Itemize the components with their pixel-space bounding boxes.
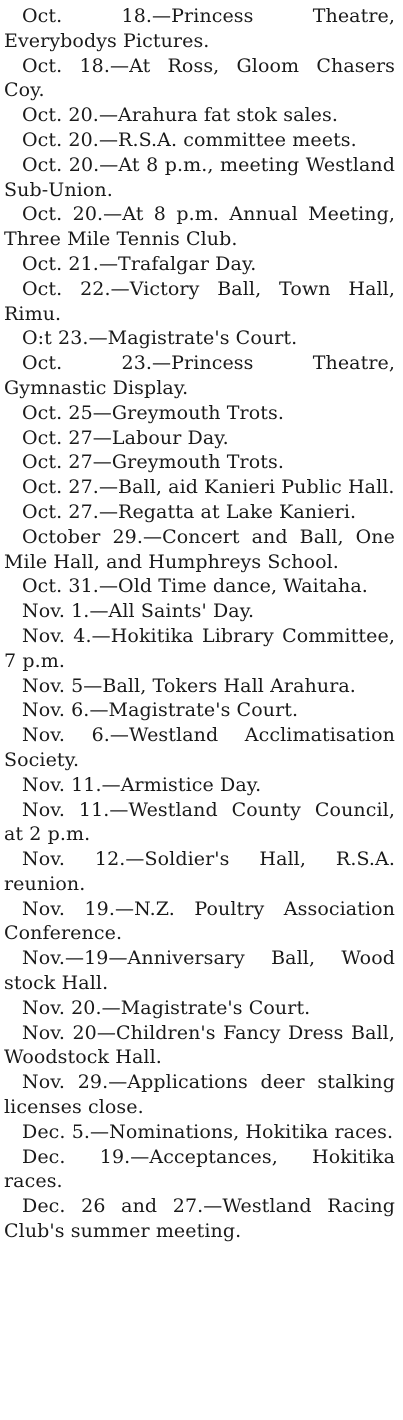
event-entry: Nov. 12.—Soldier's Hall, R.S.A. reunion.	[4, 848, 395, 895]
event-entry: Oct. 20.—Arahura fat stok sales.	[22, 104, 339, 127]
event-entry: Oct. 20.—At 8 p.m. Annual Meeting, Three Mile Tennis Club.	[4, 203, 395, 251]
event-entry: Dec. 19.—Acceptances, Hokitika races.	[4, 1145, 395, 1193]
event-entry: O:t 23.—Magistrate's Court.	[22, 327, 298, 350]
event-entry: Nov. 20.—Magistrate's Court.	[22, 996, 311, 1019]
event-entry: Oct. 22.—Victory Ball, Town Hall, Rimu.	[4, 277, 395, 325]
event-entry: Oct. 27.—Ball, aid Kanieri Public Hall.	[22, 476, 395, 499]
event-entry: Oct. 31.—Old Time dance, Waitaha.	[22, 575, 368, 598]
event-entry: Oct. 21.—Trafalgar Day.	[22, 252, 257, 275]
event-entry: Oct. 20.—At 8 p.m., meeting Westland Sub-Union.	[4, 153, 395, 201]
event-entry: Nov. 1.—All Saints' Day.	[22, 600, 255, 623]
event-entry: Oct. 18.—Princess Theatre, Everybodys Pictures.	[4, 5, 395, 52]
event-entry: Nov. 6.—Magistrate's Court.	[22, 699, 299, 722]
event-entry: Nov. 6.—Westland Acclimatisation Society.	[4, 724, 395, 771]
event-entry: Nov. 20—Children's Fancy Dress Ball, Woodstock Hall.	[4, 1021, 395, 1069]
event-entry: Nov. 19.—N.Z. Poultry Association Conference.	[4, 897, 395, 945]
event-entry: Oct. 27—Greymouth Trots.	[22, 451, 284, 474]
event-entry: October 29.—Concert and Ball, One Mile Hall, and Humphreys School.	[4, 525, 395, 573]
event-entry: Nov. 5—Ball, Tokers Hall Arahura.	[22, 674, 356, 697]
event-entry: Oct. 23.—Princess Theatre, Gymnastic Display.	[4, 352, 395, 399]
event-entry: Oct. 25—Greymouth Trots.	[22, 401, 284, 424]
event-entry: Nov. 4.—Hokitika Library Committee, 7 p.m.	[4, 624, 395, 672]
event-entry: Oct. 18.—At Ross, Gloom Chasers Coy.	[4, 54, 395, 102]
event-entry: Dec. 5.—Nominations, Hokitika races.	[22, 1120, 394, 1143]
event-entry: Oct. 20.—R.S.A. committee meets.	[22, 128, 357, 151]
event-entry: Nov. 11.—Westland County Council, at 2 p.m.	[4, 798, 395, 846]
event-entry: Oct. 27.—Regatta at Lake Kanieri.	[22, 500, 357, 523]
event-entry: Dec. 26 and 27.—Westland Racing Club's summer meeting.	[4, 1195, 395, 1243]
event-entry: Nov. 11.—Armistice Day.	[22, 773, 262, 796]
event-entry: Nov.—19—Anniversary Ball, Wood stock Hall.	[4, 947, 395, 995]
event-entry: Nov. 29.—Applications deer stalking licenses close.	[4, 1071, 395, 1119]
event-entry: Oct. 27—Labour Day.	[22, 426, 229, 449]
